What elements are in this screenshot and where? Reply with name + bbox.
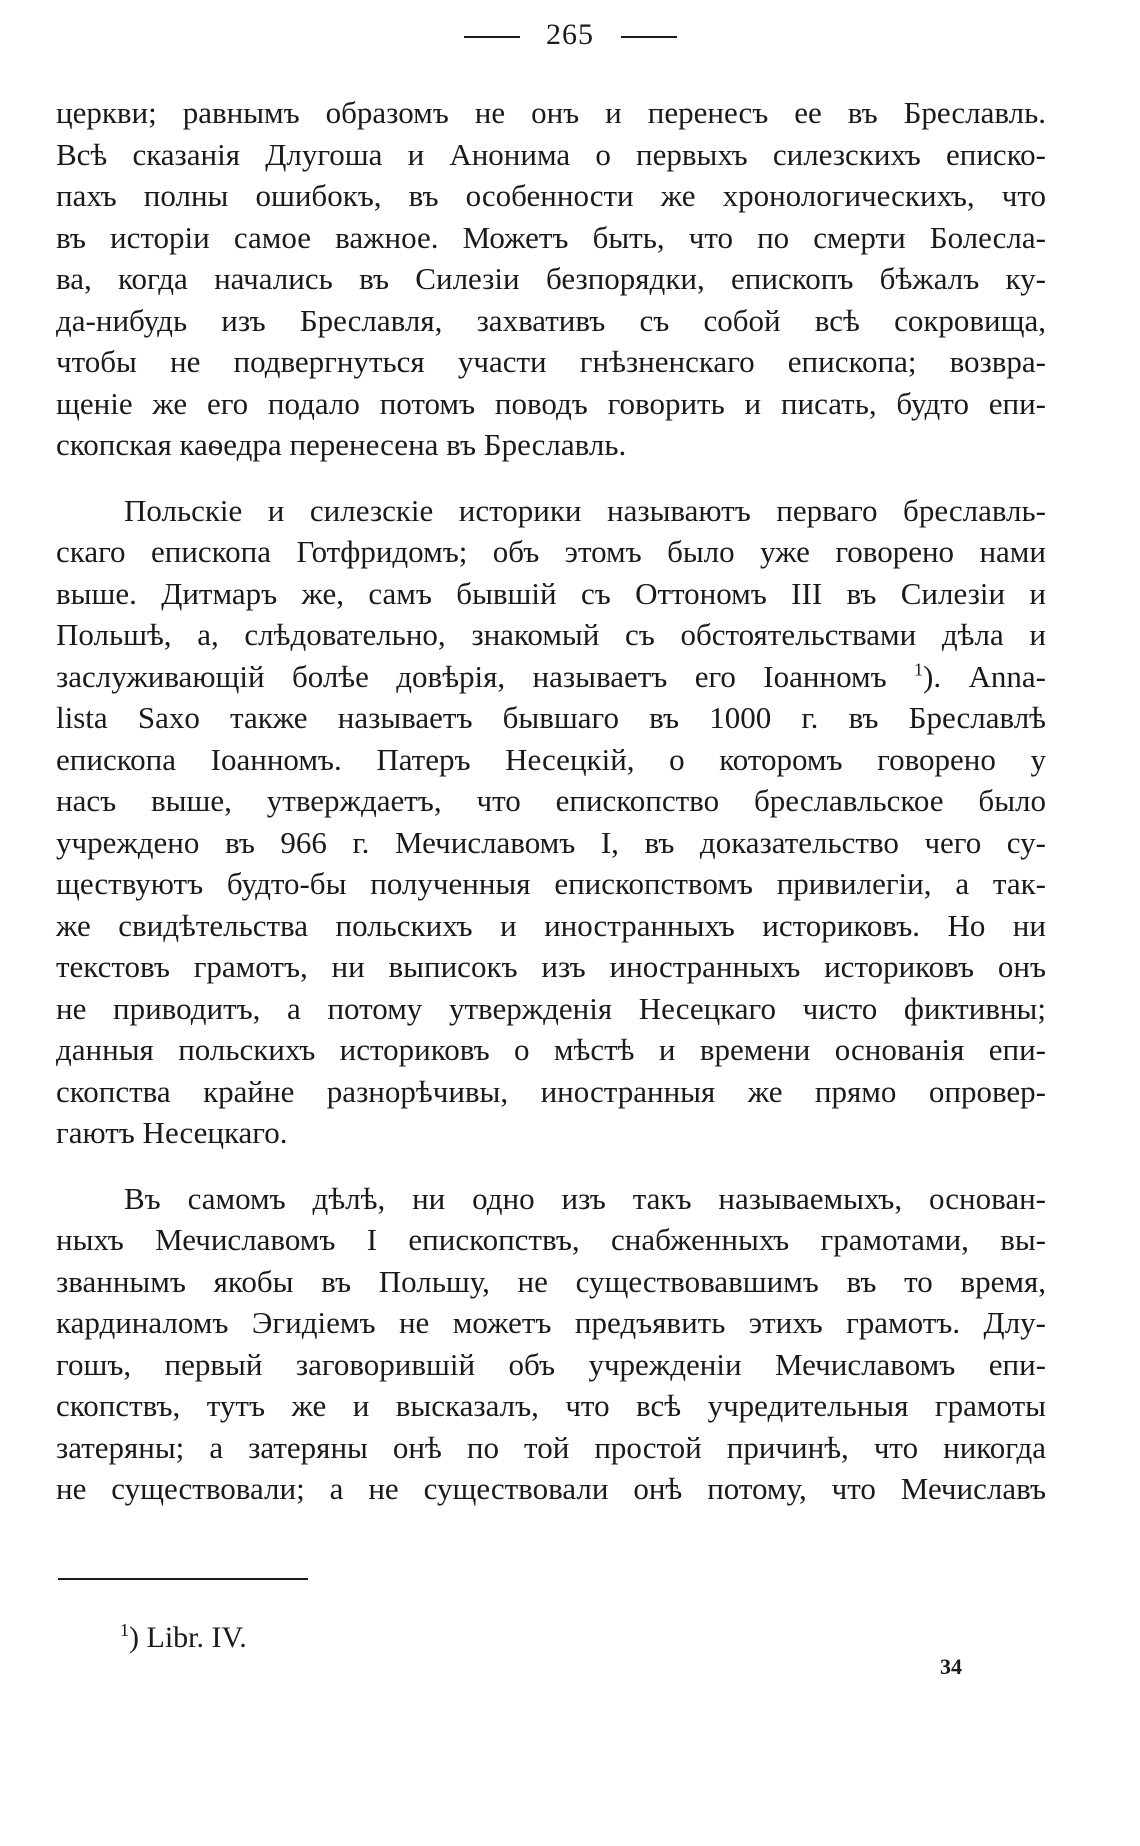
text-line: кардиналомъ Эгидіемъ не можетъ предъявить этихъ грамотъ. Длу- — [56, 1305, 1046, 1340]
text-line: скопская каѳедра перенесена въ Бреславль. — [56, 427, 627, 462]
text-line: Всѣ сказанія Длугоша и Анонима о первыхъ силезскихъ еписко- — [56, 136, 1046, 172]
paragraph-3 — [56, 1178, 1046, 1510]
text-line: не приводитъ, а потому утвержденія Несецкаго чисто фиктивны; — [56, 990, 1046, 1026]
text-line: гаютъ Несецкаго. — [56, 1115, 288, 1150]
page-header — [0, 18, 1140, 52]
text-line: ныхъ Мечиславомъ I епископствъ, снабженныхъ грамотами, вы- — [56, 1222, 1046, 1257]
text-line: Въ самомъ дѣлѣ, ни одно изъ такъ называемыхъ, основан- — [124, 1180, 1046, 1216]
text-line: ва, когда начались въ Силезіи безпорядки, епископъ бѣжалъ ку- — [56, 261, 1046, 296]
text-line-part: ). Anna- — [923, 658, 1046, 694]
text-line: епископа Іоанномъ. Патеръ Несецкій, о которомъ говорено у — [56, 741, 1046, 777]
text-line: данныя польскихъ историковъ о мѣстѣ и времени основанія епи- — [56, 1032, 1046, 1067]
text-line: щеніе же его подало потомъ поводъ говорить и писать, будто епи- — [56, 385, 1046, 421]
footnote-text: Libr. IV. — [146, 1621, 247, 1654]
footnote-mark: 1 — [120, 1620, 129, 1640]
text-line: текстовъ грамотъ, ни выписокъ изъ иностранныхъ историковъ онъ — [56, 949, 1046, 984]
text-line: Польшѣ, а, слѣдовательно, знакомый съ обстоятельствами дѣла и — [56, 617, 1046, 652]
body-text — [56, 92, 1046, 1534]
text-line: да-нибудь изъ Бреславля, захвативъ съ собой всѣ сокровища, — [56, 302, 1046, 338]
text-line: церкви; равнымъ образомъ не онъ и перенесъ ее въ Бреславль. — [56, 95, 1046, 130]
paragraph-2 — [56, 490, 1046, 1154]
text-line: пахъ полны ошибокъ, въ особенности же хронологическихъ, что — [56, 178, 1046, 213]
text-line: ществуютъ будто-бы полученныя епископствомъ привилегіи, а так- — [56, 866, 1046, 901]
header-dash-right — [621, 36, 677, 38]
signature-mark: 34 — [940, 1654, 962, 1679]
footnote-ref[interactable]: 1 — [914, 659, 924, 680]
footnote-paren: ) — [129, 1621, 139, 1654]
text-line: званнымъ якобы въ Польшу, не существовавшимъ въ то время, — [56, 1263, 1046, 1299]
text-line: lista Saxo также называетъ бывшаго въ 1000 г. въ Бреславлѣ — [56, 700, 1046, 735]
text-line: не существовали; а не существовали онѣ потому, что Мечиславъ — [56, 1471, 1046, 1506]
text-line: чтобы не подвергнуться участи гнѣзненскаго епископа; возвра- — [56, 344, 1046, 379]
page-number: 265 — [546, 18, 594, 51]
text-line: въ исторіи самое важное. Можетъ быть, что по смерти Болесла- — [56, 219, 1046, 255]
text-line: Польскіе и силезскіе историки называютъ перваго бреславль- — [124, 492, 1046, 528]
footnote — [120, 1620, 247, 1655]
text-line: гошъ, первый заговорившій объ учрежденіи Мечиславомъ епи- — [56, 1346, 1046, 1382]
text-line: насъ выше, утверждаетъ, что епископство бреславльское было — [56, 783, 1046, 818]
text-line: учреждено въ 966 г. Мечиславомъ I, въ доказательство чего су- — [56, 824, 1046, 860]
header-dash-left — [464, 36, 520, 38]
text-line: скопствъ, тутъ же и высказалъ, что всѣ учредительныя грамоты — [56, 1388, 1046, 1423]
text-line-part: заслуживающій болѣе довѣрія, называетъ его Іоанномъ — [56, 658, 887, 694]
text-line: скопства крайне разнорѣчивы, иностранныя же прямо опровер- — [56, 1073, 1046, 1109]
paragraph-1 — [56, 92, 1046, 466]
text-line: затеряны; а затеряны онѣ по той простой причинѣ, что никогда — [56, 1429, 1046, 1465]
text-line: же свидѣтельства польскихъ и иностранныхъ историковъ. Но ни — [56, 907, 1046, 943]
text-line: выше. Дитмаръ же, самъ бывшій съ Оттономъ III въ Силезіи и — [56, 575, 1046, 611]
text-line-with-ref — [56, 656, 1046, 698]
text-line: скаго епископа Готфридомъ; объ этомъ было уже говорено нами — [56, 534, 1046, 569]
footnote-divider — [58, 1578, 308, 1580]
